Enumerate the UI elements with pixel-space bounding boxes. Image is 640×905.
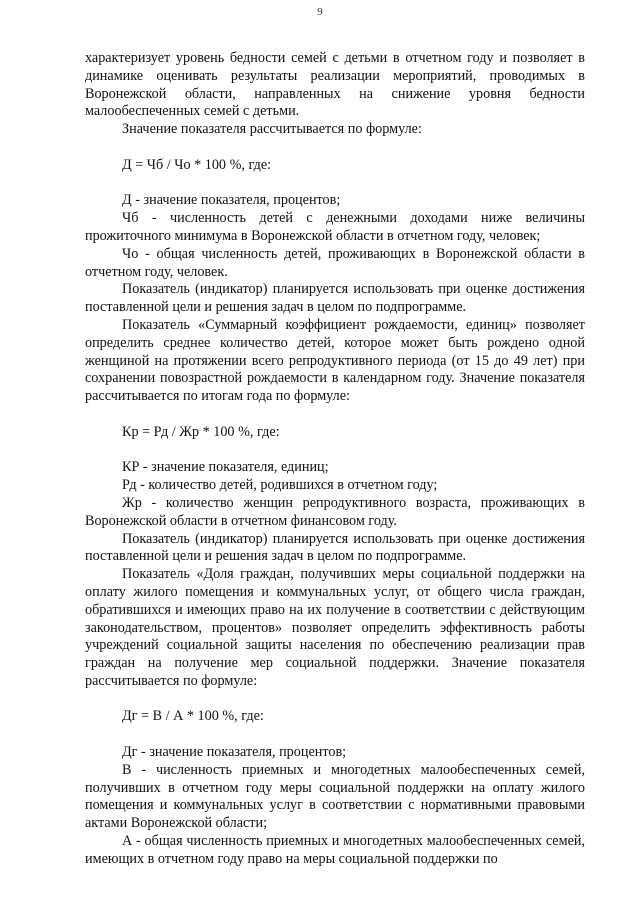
definition-d: Д - значение показателя, процентов; bbox=[122, 192, 341, 209]
spacer bbox=[85, 691, 585, 709]
definition-dg: Дг - значение показателя, процентов; bbox=[122, 744, 347, 761]
paragraph-formula-intro: Значение показателя рассчитывается по формуле: bbox=[122, 121, 422, 138]
spacer bbox=[85, 175, 585, 193]
formula-social-support: Дг = В / А * 100 %, где: bbox=[122, 708, 264, 725]
spacer bbox=[85, 406, 585, 424]
formula-poverty-share: Д = Чб / Чо * 100 %, где: bbox=[122, 156, 272, 173]
spacer bbox=[85, 726, 585, 744]
paragraph-fertility-indicator: Показатель «Суммарный коэффициент рождаемости, единиц» позволяет определить среднее количество детей, которое может быть рождено одной женщиной на протяжении всего репродуктивного периода (от 15 до 49 лет) при сохранении повозрастной рождаемости в календарном году. Значение показателя рассчитывается по итогам года по формуле: bbox=[85, 316, 585, 405]
paragraph-poverty-continuation: характеризует уровень бедности семей с детьми в отчетном году и позволяет в динамике оценивать результаты реализации мероприятий, проводимых в Воронежской области, направленных на снижение уровня бедности малообеспеченных семей с детьми. bbox=[85, 50, 585, 120]
spacer bbox=[85, 139, 585, 157]
paragraph-indicator-usage-2: Показатель (индикатор) планируется использовать при оценке достижения поставленной цели и решения задач в целом по подпрограмме. bbox=[85, 530, 585, 565]
page-number: 9 bbox=[317, 6, 323, 18]
paragraph-social-support-indicator: Показатель «Доля граждан, получивших меры социальной поддержки на оплату жилого помещения и коммунальных услуг, от общего числа граждан, обратившихся и имеющих право на их получение в соответствии с действующим законодательством, процентов» позволяет определить эффективность работы учреждений социальной защиты населения по обеспечению реализации прав граждан на получение мер социальной поддержки. Значение показателя рассчитывается по формуле: bbox=[85, 566, 585, 689]
paragraph-indicator-usage: Показатель (индикатор) планируется использовать при оценке достижения поставленной цели и решения задач в целом по подпрограмме. bbox=[85, 281, 585, 316]
definition-rd: Рд - количество детей, родившихся в отчетном году; bbox=[122, 477, 438, 494]
document-body bbox=[85, 50, 585, 869]
definition-v: В - численность приемных и многодетных малообеспеченных семей, получивших в отчетном году меры социальной поддержки на оплату жилого помещения и коммунальных услуг в соответствии с нормативными правовыми актами Воронежской области; bbox=[85, 761, 585, 832]
definition-cho: Чо - общая численность детей, проживающих в Воронежской области в отчетном году, человек. bbox=[85, 245, 585, 280]
definition-zhr: Жр - количество женщин репродуктивного возраста, проживающих в Воронежской области в отчетном финансовом году. bbox=[85, 494, 585, 529]
definition-chb: Чб - численность детей с денежными доходами ниже величины прожиточного минимума в Воронежской области в отчетном году, человек; bbox=[85, 210, 585, 244]
formula-fertility: Кр = Рд / Жр * 100 %, где: bbox=[122, 423, 280, 440]
spacer bbox=[85, 442, 585, 460]
definition-kr: КР - значение показателя, единиц; bbox=[122, 459, 329, 476]
definition-a: А - общая численность приемных и многодетных малообеспеченных семей, имеющих в отчетном году право на меры социальной поддержки по bbox=[85, 833, 585, 867]
